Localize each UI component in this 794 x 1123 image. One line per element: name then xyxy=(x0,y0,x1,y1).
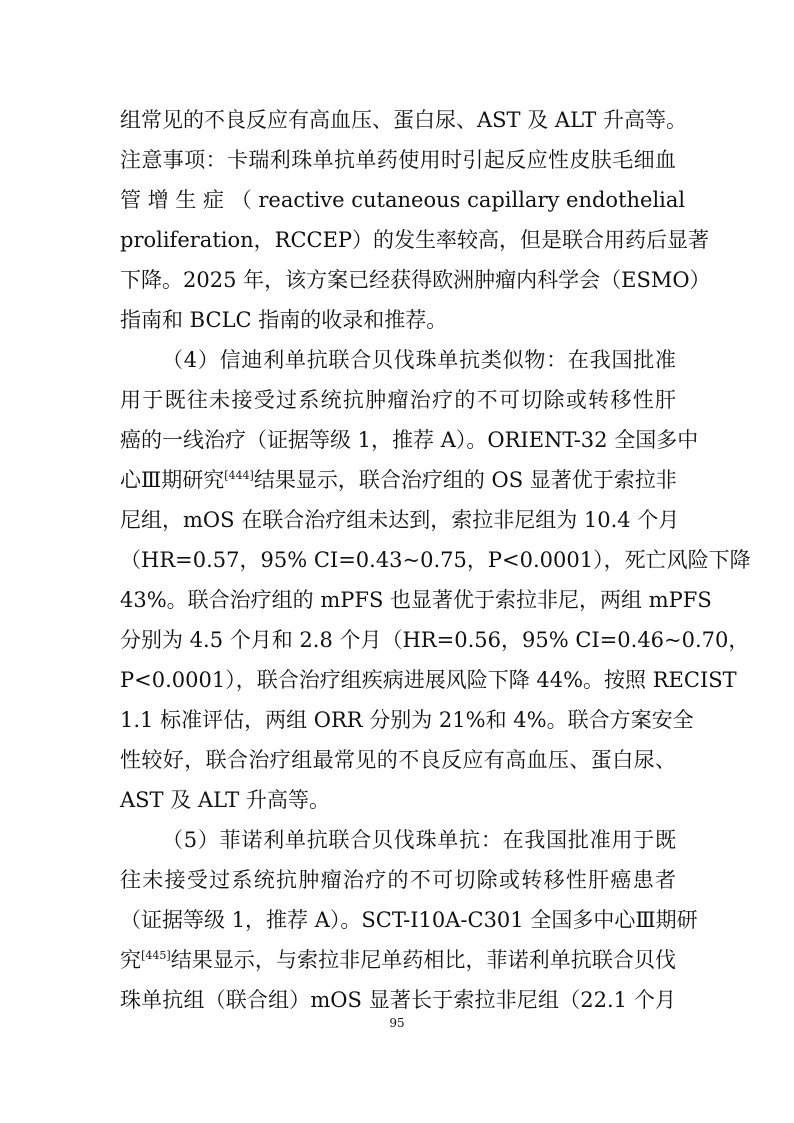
text-line: 分别为 4.5 个月和 2.8 个月（HR=0.56，95% CI=0.46~0.70， xyxy=(120,628,750,652)
text-line: 尼组，mOS 在联合治疗组未达到，索拉非尼组为 10.4 个月 xyxy=(120,508,680,532)
text-segment: 心Ⅲ期研究 xyxy=(120,468,225,492)
text-line: 43%。联合治疗组的 mPFS 也显著优于索拉非尼，两组 mPFS xyxy=(120,588,712,612)
text-line: 指南和 BCLC 指南的收录和推荐。 xyxy=(120,308,448,332)
page-number: 95 xyxy=(389,1016,405,1030)
text-line: 珠单抗组（联合组）mOS 显著长于索拉非尼组（22.1 个月 xyxy=(120,988,676,1012)
citation-444: [444] xyxy=(224,469,254,482)
paragraph-first-line: （5）菲诺利单抗联合贝伐珠单抗：在我国批准用于既 xyxy=(162,828,676,852)
text-line: 往未接受过系统抗肿瘤治疗的不可切除或转移性肝癌患者 xyxy=(120,868,676,892)
text-segment: 究 xyxy=(120,948,142,972)
text-line: 组常见的不良反应有高血压、蛋白尿、AST 及 ALT 升高等。 xyxy=(120,108,687,132)
paragraph-first-line: （4）信迪利单抗联合贝伐珠单抗类似物：在我国批准 xyxy=(162,348,676,372)
text-line: 癌的一线治疗（证据等级 1，推荐 A）。ORIENT-32 全国多中 xyxy=(120,428,699,452)
text-line: （证据等级 1，推荐 A）。SCT-I10A-C301 全国多中心Ⅲ期研 xyxy=(120,908,698,932)
text-line: 下降。2025 年，该方案已经获得欧洲肿瘤内科学会（ESMO） xyxy=(120,268,711,292)
text-segment: 结果显示，联合治疗组的 OS 显著优于索拉非 xyxy=(253,468,677,492)
text-line: P<0.0001），联合治疗组疾病进展风险下降 44%。按照 RECIST xyxy=(120,668,737,692)
text-line: 用于既往未接受过系统抗肿瘤治疗的不可切除或转移性肝 xyxy=(120,388,676,412)
text-line: 管 增 生 症 （ reactive cutaneous capillary endothelial xyxy=(120,188,686,212)
citation-445: [445] xyxy=(141,949,171,962)
text-line: 性较好，联合治疗组最常见的不良反应有高血压、蛋白尿、 xyxy=(120,748,676,772)
text-line: （HR=0.57，95% CI=0.43~0.75，P<0.0001），死亡风险下降 xyxy=(120,548,751,572)
text-line xyxy=(120,940,676,980)
text-segment: 结果显示，与索拉非尼单药相比，菲诺利单抗联合贝伐 xyxy=(170,948,677,972)
text-line xyxy=(120,460,676,500)
text-line: 注意事项：卡瑞利珠单抗单药使用时引起反应性皮肤毛细血 xyxy=(120,148,676,172)
text-line: proliferation，RCCEP）的发生率较高，但是联合用药后显著 xyxy=(120,228,710,252)
text-line: 1.1 标准评估，两组 ORR 分别为 21%和 4%。联合方案安全 xyxy=(120,708,694,732)
text-line: AST 及 ALT 升高等。 xyxy=(120,788,330,812)
